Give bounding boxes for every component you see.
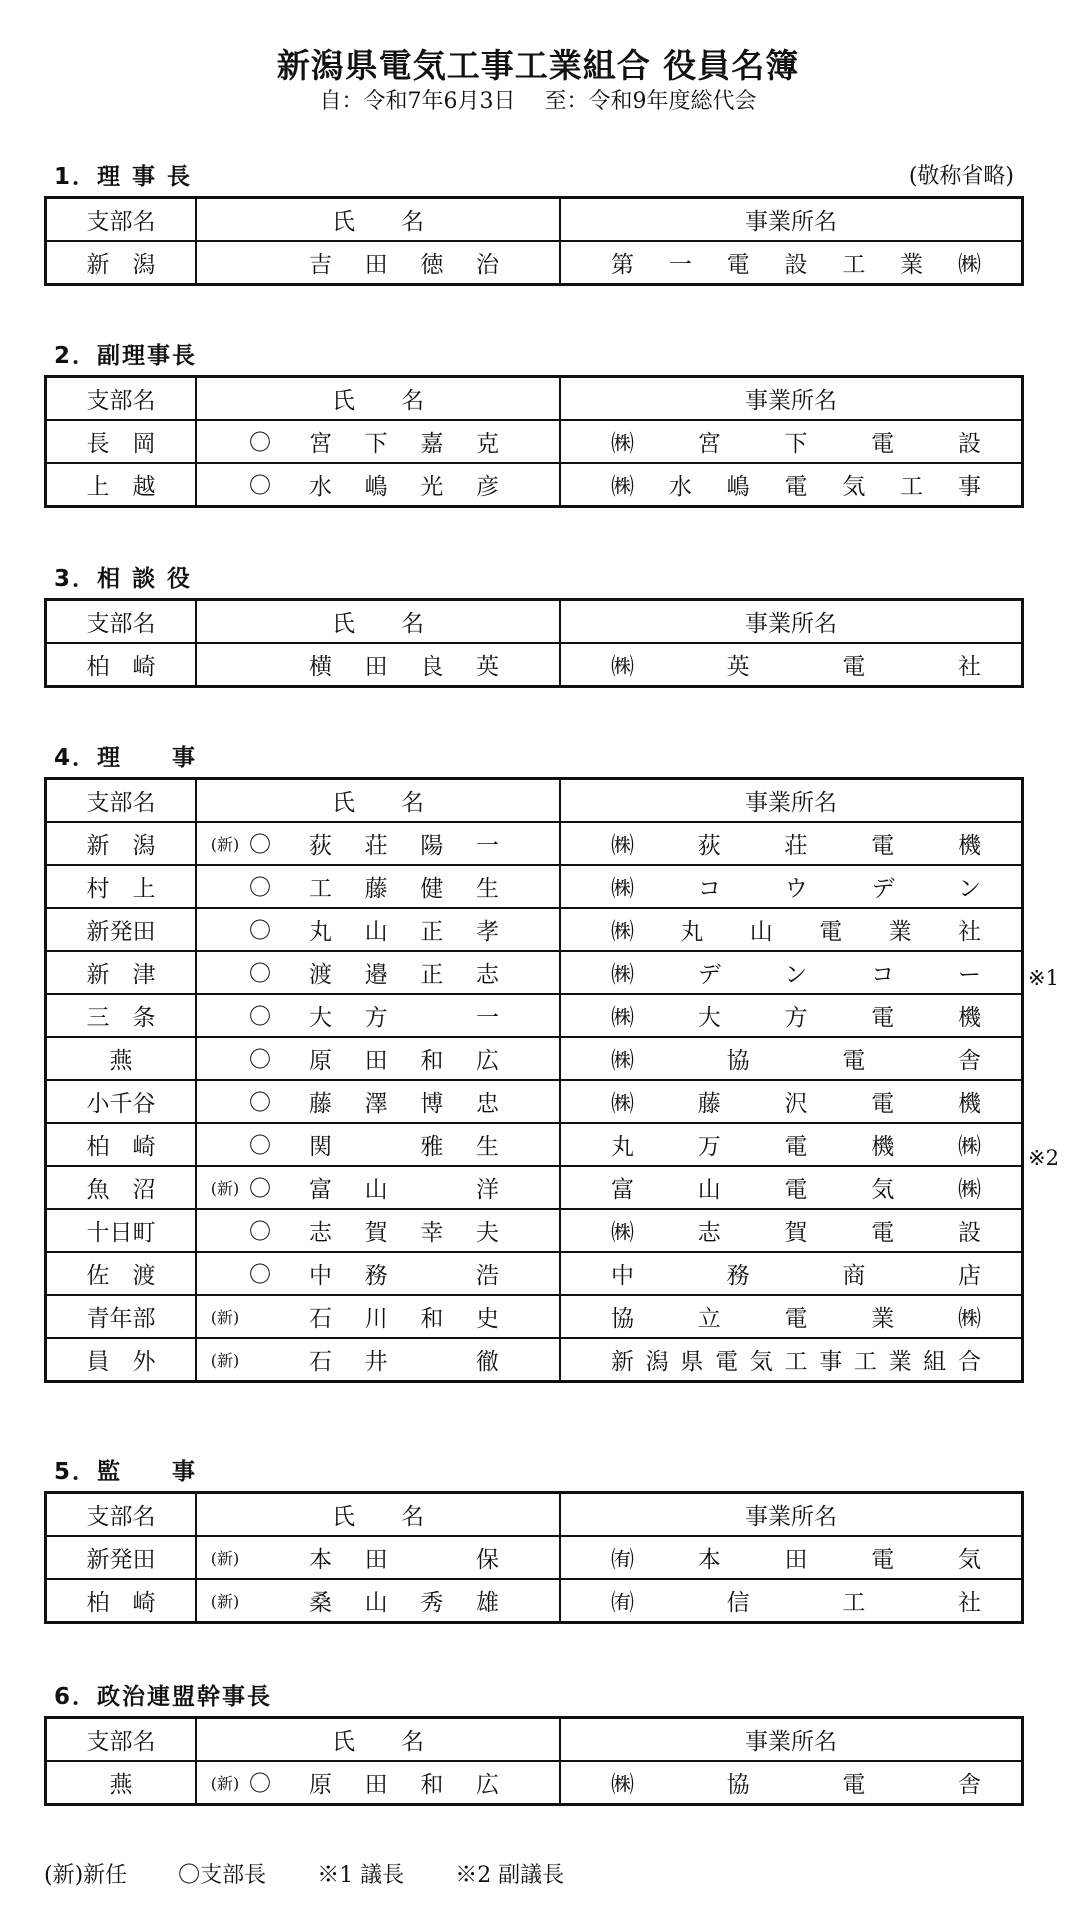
table-row [46,1166,1023,1209]
table-row [46,1579,1023,1623]
branch-chief-mark: 〇 [248,962,271,987]
table-row [46,1209,1023,1252]
officer-name: 中務 浩 [309,1263,499,1289]
legend-new: (新)新任 [44,1863,128,1888]
office-name: ㈱英電社 [611,654,981,680]
section-title: 2．副理事長 [54,343,198,369]
new-appointment-mark: (新) [210,1592,240,1611]
branch-column-header: 支部名 [46,779,197,823]
officer-name-cell [196,1295,560,1338]
office-name-cell [560,1123,1023,1166]
officer-name: 吉田徳治 [309,252,499,278]
table-row [46,643,1023,687]
section-title: 6．政治連盟幹事長 [54,1684,273,1710]
role-note: ※1 [1028,966,1059,990]
section-title: 4．理 事 [54,745,198,771]
table-header-row [46,1718,1023,1762]
branch-column-header: 支部名 [46,1493,197,1537]
office-name: ㈲信工社 [611,1590,981,1616]
table-row [46,865,1023,908]
officer-name-cell [196,420,560,463]
office-name: ㈱藤沢電機 [611,1091,981,1117]
branch-name: 新 津 [46,951,197,994]
section-heading [44,1457,1014,1491]
officer-section [44,162,1014,286]
officer-name-cell [196,241,560,285]
table-header-row [46,198,1023,242]
branch-chief-mark: 〇 [248,833,271,858]
officer-name: 関 雅生 [309,1134,499,1160]
officer-table [44,375,1024,508]
officer-name: 志賀幸夫 [309,1220,499,1246]
office-name: 第一電設工業㈱ [611,252,981,278]
legend-note1: ※1 議長 [317,1863,405,1888]
name-cell-content [197,995,559,1036]
name-cell-content [197,1167,559,1208]
branch-name: 青年部 [46,1295,197,1338]
section-title: 5．監 事 [54,1459,198,1485]
section-heading [44,564,1014,598]
name-cell-content [197,1081,559,1122]
officer-name-cell [196,1536,560,1579]
branch-name: 上 越 [46,463,197,507]
branch-name: 新発田 [46,1536,197,1579]
office-name: ㈱大方電機 [611,1005,981,1031]
officer-table [44,598,1024,688]
table-row [46,1252,1023,1295]
branch-chief-mark: 〇 [248,1005,271,1030]
officer-name-cell [196,1080,560,1123]
office-name: ㈱宮下電設 [611,431,981,457]
section-heading [44,162,1014,196]
office-name-cell [560,1338,1023,1382]
officer-name-cell [196,1338,560,1382]
branch-chief-mark: 〇 [248,1134,271,1159]
legend [44,1858,608,1889]
office-name: ㈲本田電気 [611,1547,981,1573]
name-column-header: 氏 名 [196,377,560,421]
new-appointment-mark: (新) [210,1179,240,1198]
officer-name: 丸山正孝 [309,919,499,945]
office-name-cell [560,1037,1023,1080]
term-period: 自：令和7年6月3日 至：令和9年度総代会 [319,89,757,114]
office-name: ㈱水嶋電気工事 [611,474,981,500]
office-name: ㈱丸山電業社 [611,919,981,945]
table-row [46,1123,1023,1166]
table-row [46,908,1023,951]
branch-column-header: 支部名 [46,377,197,421]
officer-name-cell [196,1579,560,1623]
office-name-cell [560,994,1023,1037]
name-cell-content [197,1038,559,1079]
branch-chief-mark: 〇 [248,1048,271,1073]
office-name: ㈱志賀電設 [611,1220,981,1246]
branch-name: 十日町 [46,1209,197,1252]
new-appointment-mark: (新) [210,1774,240,1793]
branch-chief-mark: 〇 [248,876,271,901]
officer-name: 大方 一 [309,1005,499,1031]
table-row [46,1295,1023,1338]
office-column-header: 事業所名 [560,779,1023,823]
name-column-header: 氏 名 [196,1718,560,1762]
table-row [46,1080,1023,1123]
branch-column-header: 支部名 [46,198,197,242]
office-name: ㈱協電舎 [611,1772,981,1798]
office-name-cell [560,1166,1023,1209]
name-cell-content [197,866,559,907]
officer-name-cell [196,1037,560,1080]
officer-table [44,777,1024,1383]
officer-name: 石井 徹 [309,1349,499,1375]
name-cell-content [197,823,559,864]
officer-table [44,1491,1024,1624]
name-cell-content [197,1580,559,1621]
branch-chief-mark: 〇 [248,1263,271,1288]
table-row [46,420,1023,463]
section-heading [44,341,1014,375]
branch-name: 柏 崎 [46,643,197,687]
office-name-cell [560,1295,1023,1338]
officer-name: 石川和史 [309,1306,499,1332]
branch-column-header: 支部名 [46,1718,197,1762]
officer-name-cell [196,643,560,687]
officer-section [44,1457,1014,1624]
new-appointment-mark: (新) [210,1351,240,1370]
branch-name: 魚 沼 [46,1166,197,1209]
name-column-header: 氏 名 [196,1493,560,1537]
office-name-cell [560,1209,1023,1252]
officer-name-cell [196,908,560,951]
office-column-header: 事業所名 [560,377,1023,421]
name-column-header: 氏 名 [196,198,560,242]
branch-chief-mark: 〇 [248,474,271,499]
branch-name: 新 潟 [46,241,197,285]
office-column-header: 事業所名 [560,1493,1023,1537]
officer-name-cell [196,1209,560,1252]
document-title: 新潟県電気工事工業組合 役員名簿 [276,46,800,85]
branch-name: 佐 渡 [46,1252,197,1295]
name-cell-content [197,644,559,685]
office-name-cell [560,1579,1023,1623]
office-name: ㈱荻荘電機 [611,833,981,859]
table-row [46,1037,1023,1080]
branch-chief-mark: 〇 [248,1220,271,1245]
name-cell-content [197,421,559,462]
branch-chief-mark: 〇 [248,1772,271,1797]
officer-name: 本田 保 [309,1547,499,1573]
table-header-row [46,377,1023,421]
office-name: 中務商店 [611,1263,981,1289]
office-name: 協立電業㈱ [611,1306,981,1332]
office-name-cell [560,1080,1023,1123]
office-name-cell [560,1536,1023,1579]
office-name-cell [560,951,1023,994]
officer-name: 工藤健生 [309,876,499,902]
table-row [46,994,1023,1037]
branch-name: 燕 [46,1037,197,1080]
new-appointment-mark: (新) [210,1549,240,1568]
branch-chief-mark: 〇 [248,1177,271,1202]
office-name: ㈱協電舎 [611,1048,981,1074]
branch-chief-mark: 〇 [248,1091,271,1116]
office-name-cell [560,1761,1023,1805]
name-column-header: 氏 名 [196,779,560,823]
name-cell-content [197,909,559,950]
officer-section [44,564,1014,688]
table-row [46,951,1023,994]
new-appointment-mark: (新) [210,835,240,854]
table-row [46,1761,1023,1805]
section-title: 3．相 談 役 [54,566,193,592]
branch-name: 柏 崎 [46,1579,197,1623]
new-appointment-mark: (新) [210,1308,240,1327]
table-header-row [46,600,1023,644]
table-row [46,1536,1023,1579]
honorific-note: (敬称省略) [908,164,1014,189]
table-row [46,463,1023,507]
officer-section [44,743,1059,1383]
office-name: ㈱デンコー [611,962,981,988]
officer-name-cell [196,994,560,1037]
table-row [46,241,1023,285]
branch-column-header: 支部名 [46,600,197,644]
office-name-cell [560,865,1023,908]
name-cell-content [197,1296,559,1337]
officer-name-cell [196,1166,560,1209]
office-column-header: 事業所名 [560,198,1023,242]
office-name: 丸万電機㈱ [611,1134,981,1160]
office-column-header: 事業所名 [560,600,1023,644]
officer-name: 富山 洋 [309,1177,499,1203]
legend-note2: ※2 副議長 [455,1863,565,1888]
officer-name: 原田和広 [309,1048,499,1074]
office-name: 富山電気㈱ [611,1177,981,1203]
office-name-cell [560,908,1023,951]
officer-name-cell [196,1252,560,1295]
table-row [46,1338,1023,1382]
table-row [46,822,1023,865]
officer-name: 原田和広 [309,1772,499,1798]
office-column-header: 事業所名 [560,1718,1023,1762]
officer-name-cell [196,822,560,865]
officer-section [44,1682,1014,1806]
branch-name: 員 外 [46,1338,197,1382]
name-cell-content [197,242,559,283]
office-name-cell [560,822,1023,865]
office-name-cell [560,643,1023,687]
name-cell-content [197,1124,559,1165]
section-heading [44,1682,1014,1716]
branch-name: 柏 崎 [46,1123,197,1166]
officer-name-cell [196,1761,560,1805]
officer-name: 荻荘陽一 [309,833,499,859]
table-header-row [46,779,1023,823]
name-cell-content [197,1253,559,1294]
branch-name: 小千谷 [46,1080,197,1123]
officer-table [44,196,1024,286]
legend-chief: 〇支部長 [178,1863,267,1888]
officer-name: 渡邉正志 [309,962,499,988]
officer-name-cell [196,951,560,994]
branch-name: 新 潟 [46,822,197,865]
office-name: ㈱コウデン [611,876,981,902]
branch-name: 新発田 [46,908,197,951]
name-cell-content [197,1210,559,1251]
office-name: 新潟県電気工事工業組合 [611,1349,981,1375]
officer-section [44,341,1014,508]
section-title: 1．理 事 長 [54,164,193,190]
officer-name: 桑山秀雄 [309,1590,499,1616]
officer-name: 水嶋光彦 [309,474,499,500]
name-column-header: 氏 名 [196,600,560,644]
name-cell-content [197,952,559,993]
name-cell-content [197,1339,559,1380]
table-header-row [46,1493,1023,1537]
branch-chief-mark: 〇 [248,431,271,456]
officer-name-cell [196,463,560,507]
section-heading [44,743,1014,777]
officer-name: 宮下嘉克 [309,431,499,457]
branch-name: 村 上 [46,865,197,908]
role-note: ※2 [1028,1146,1059,1170]
office-name-cell [560,463,1023,507]
officer-name-cell [196,1123,560,1166]
office-name-cell [560,420,1023,463]
officer-name: 横田良英 [309,654,499,680]
name-cell-content [197,1537,559,1578]
officer-name: 藤澤博忠 [309,1091,499,1117]
name-cell-content [197,464,559,505]
officer-name-cell [196,865,560,908]
name-cell-content [197,1762,559,1803]
officer-table [44,1716,1024,1806]
office-name-cell [560,1252,1023,1295]
branch-name: 三 条 [46,994,197,1037]
branch-name: 燕 [46,1761,197,1805]
branch-chief-mark: 〇 [248,919,271,944]
branch-name: 長 岡 [46,420,197,463]
office-name-cell [560,241,1023,285]
